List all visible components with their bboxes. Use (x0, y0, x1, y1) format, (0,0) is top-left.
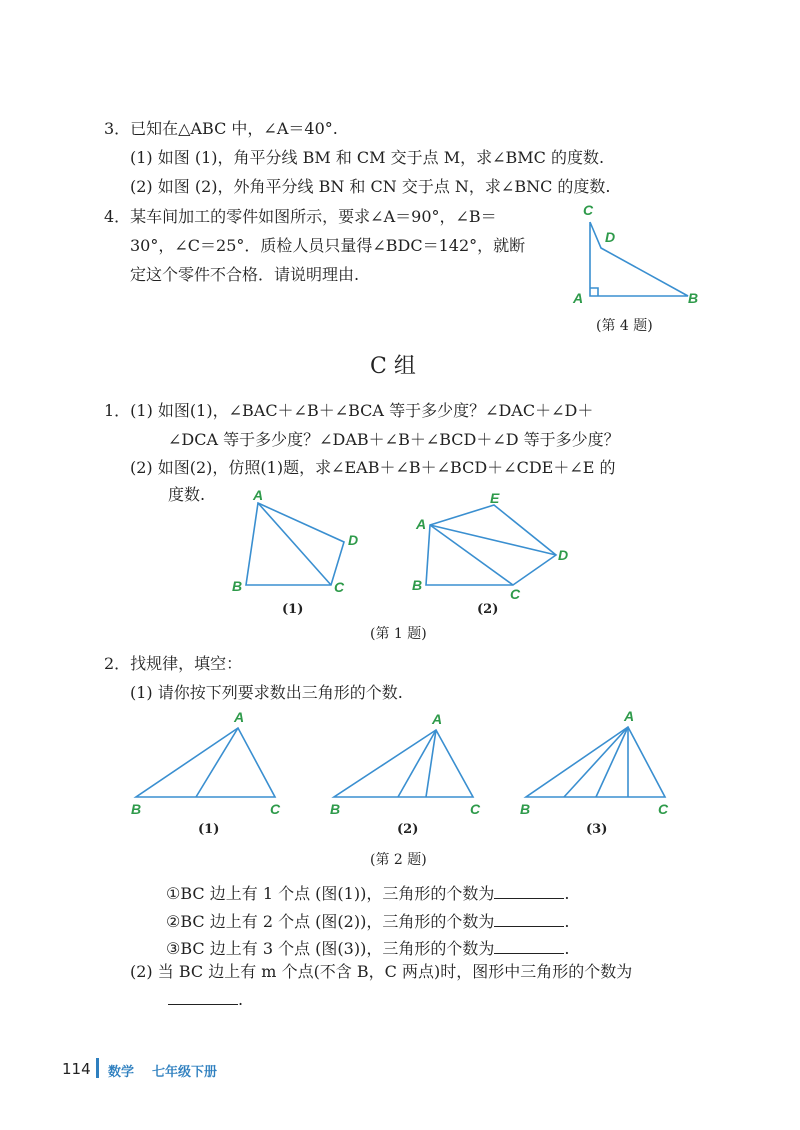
c1-f2-label-e: E (490, 490, 500, 506)
problem-4-line-2: 30°，∠C＝25°．质检人员只量得∠BDC＝142°，就断 (130, 236, 526, 255)
footer-subject: 数学 (108, 1065, 135, 1080)
c2-f1-label-a: A (234, 709, 245, 725)
c1-figure-1 (246, 503, 344, 585)
c1-line-4: 度数. (168, 485, 206, 504)
c2-f3-sub: (3) (586, 822, 608, 837)
c2-question-2: ②BC 边上有 2 个点 (图(2))，三角形的个数为 . (166, 912, 570, 931)
p4-label-d: D (605, 229, 616, 245)
c1-f1-label-a: A (253, 487, 264, 503)
c2-question-1: ①BC 边上有 1 个点 (图(1))，三角形的个数为 . (166, 884, 570, 903)
c1-f2-label-c: C (510, 586, 521, 602)
c2-f2-label-c: C (470, 801, 481, 817)
answer-blank-3[interactable] (494, 937, 564, 954)
c2-f1-label-b: B (131, 801, 142, 817)
page-number: 114 (62, 1060, 91, 1078)
c2-part-2-answer: . (168, 988, 243, 1008)
answer-blank-1[interactable] (494, 882, 564, 899)
section-title: C 组 (370, 354, 416, 379)
c2-question-3: ③BC 边上有 3 个点 (图(3))，三角形的个数为 . (166, 939, 570, 958)
c2-figure-1 (136, 728, 275, 797)
c2-f1-sub: (1) (198, 822, 220, 837)
right-angle-mark (590, 288, 598, 296)
c1-line-2: ∠DCA 等于多少度？∠DAB＋∠B＋∠BCD＋∠D 等于多少度？ (168, 430, 620, 449)
c1-line-1: 1．(1) 如图(1)，∠BAC＋∠B＋∠BCA 等于多少度？∠DAC＋∠D＋ (104, 401, 594, 420)
c2-figure-2 (334, 730, 473, 797)
answer-blank-4[interactable] (168, 988, 238, 1005)
c1-f1-label-b: B (232, 578, 243, 594)
problem-4-caption: (第 4 题) (596, 318, 653, 334)
p4-label-c: C (583, 202, 594, 218)
c2-f2-label-a: A (432, 711, 443, 727)
c2-f2-label-b: B (330, 801, 341, 817)
c2-part-1: (1) 请你按下列要求数出三角形的个数. (130, 683, 403, 702)
c1-f1-label-c: C (334, 579, 345, 595)
c1-f2-label-d: D (558, 547, 569, 563)
answer-blank-2[interactable] (494, 910, 564, 927)
c2-f3-label-b: B (520, 801, 531, 817)
c1-caption: (第 1 题) (370, 626, 427, 642)
c2-caption: (第 2 题) (370, 852, 427, 868)
c1-f2-label-b: B (412, 577, 423, 593)
c2-f3-label-a: A (624, 708, 635, 724)
p4-label-b: B (688, 290, 699, 306)
c1-line-3: (2) 如图(2)，仿照(1)题，求∠EAB＋∠B＋∠BCD＋∠CDE＋∠E 的 (130, 458, 616, 477)
c2-f3-label-c: C (658, 801, 669, 817)
footer-grade: 七年级下册 (152, 1065, 218, 1080)
c1-f1-label-d: D (348, 532, 359, 548)
p4-label-a: A (573, 290, 584, 306)
problem-3-part-1: (1) 如图 (1)，角平分线 BM 和 CM 交于点 M，求∠BMC 的度数. (130, 148, 605, 167)
c2-f1-label-c: C (270, 801, 281, 817)
c1-f1-sub: (1) (282, 602, 304, 617)
problem-3-stem: 3．已知在△ABC 中，∠A＝40°. (104, 119, 338, 138)
problem-4-line-3: 定这个零件不合格．请说明理由. (130, 265, 360, 284)
footer-divider (96, 1058, 99, 1078)
problem-4-line-1: 4．某车间加工的零件如图所示，要求∠A＝90°，∠B＝ (104, 207, 497, 226)
c1-f2-sub: (2) (477, 602, 499, 617)
c1-f2-label-a: A (416, 516, 427, 532)
c2-title: 2．找规律，填空： (104, 654, 243, 673)
c1-figure-2 (426, 505, 556, 585)
c2-part-2: (2) 当 BC 边上有 m 个点(不含 B，C 两点)时，图形中三角形的个数为 (130, 962, 633, 981)
problem-3-part-2: (2) 如图 (2)，外角平分线 BN 和 CN 交于点 N，求∠BNC 的度数. (130, 177, 611, 196)
c2-f2-sub: (2) (397, 822, 419, 837)
c2-figure-3 (526, 727, 665, 797)
